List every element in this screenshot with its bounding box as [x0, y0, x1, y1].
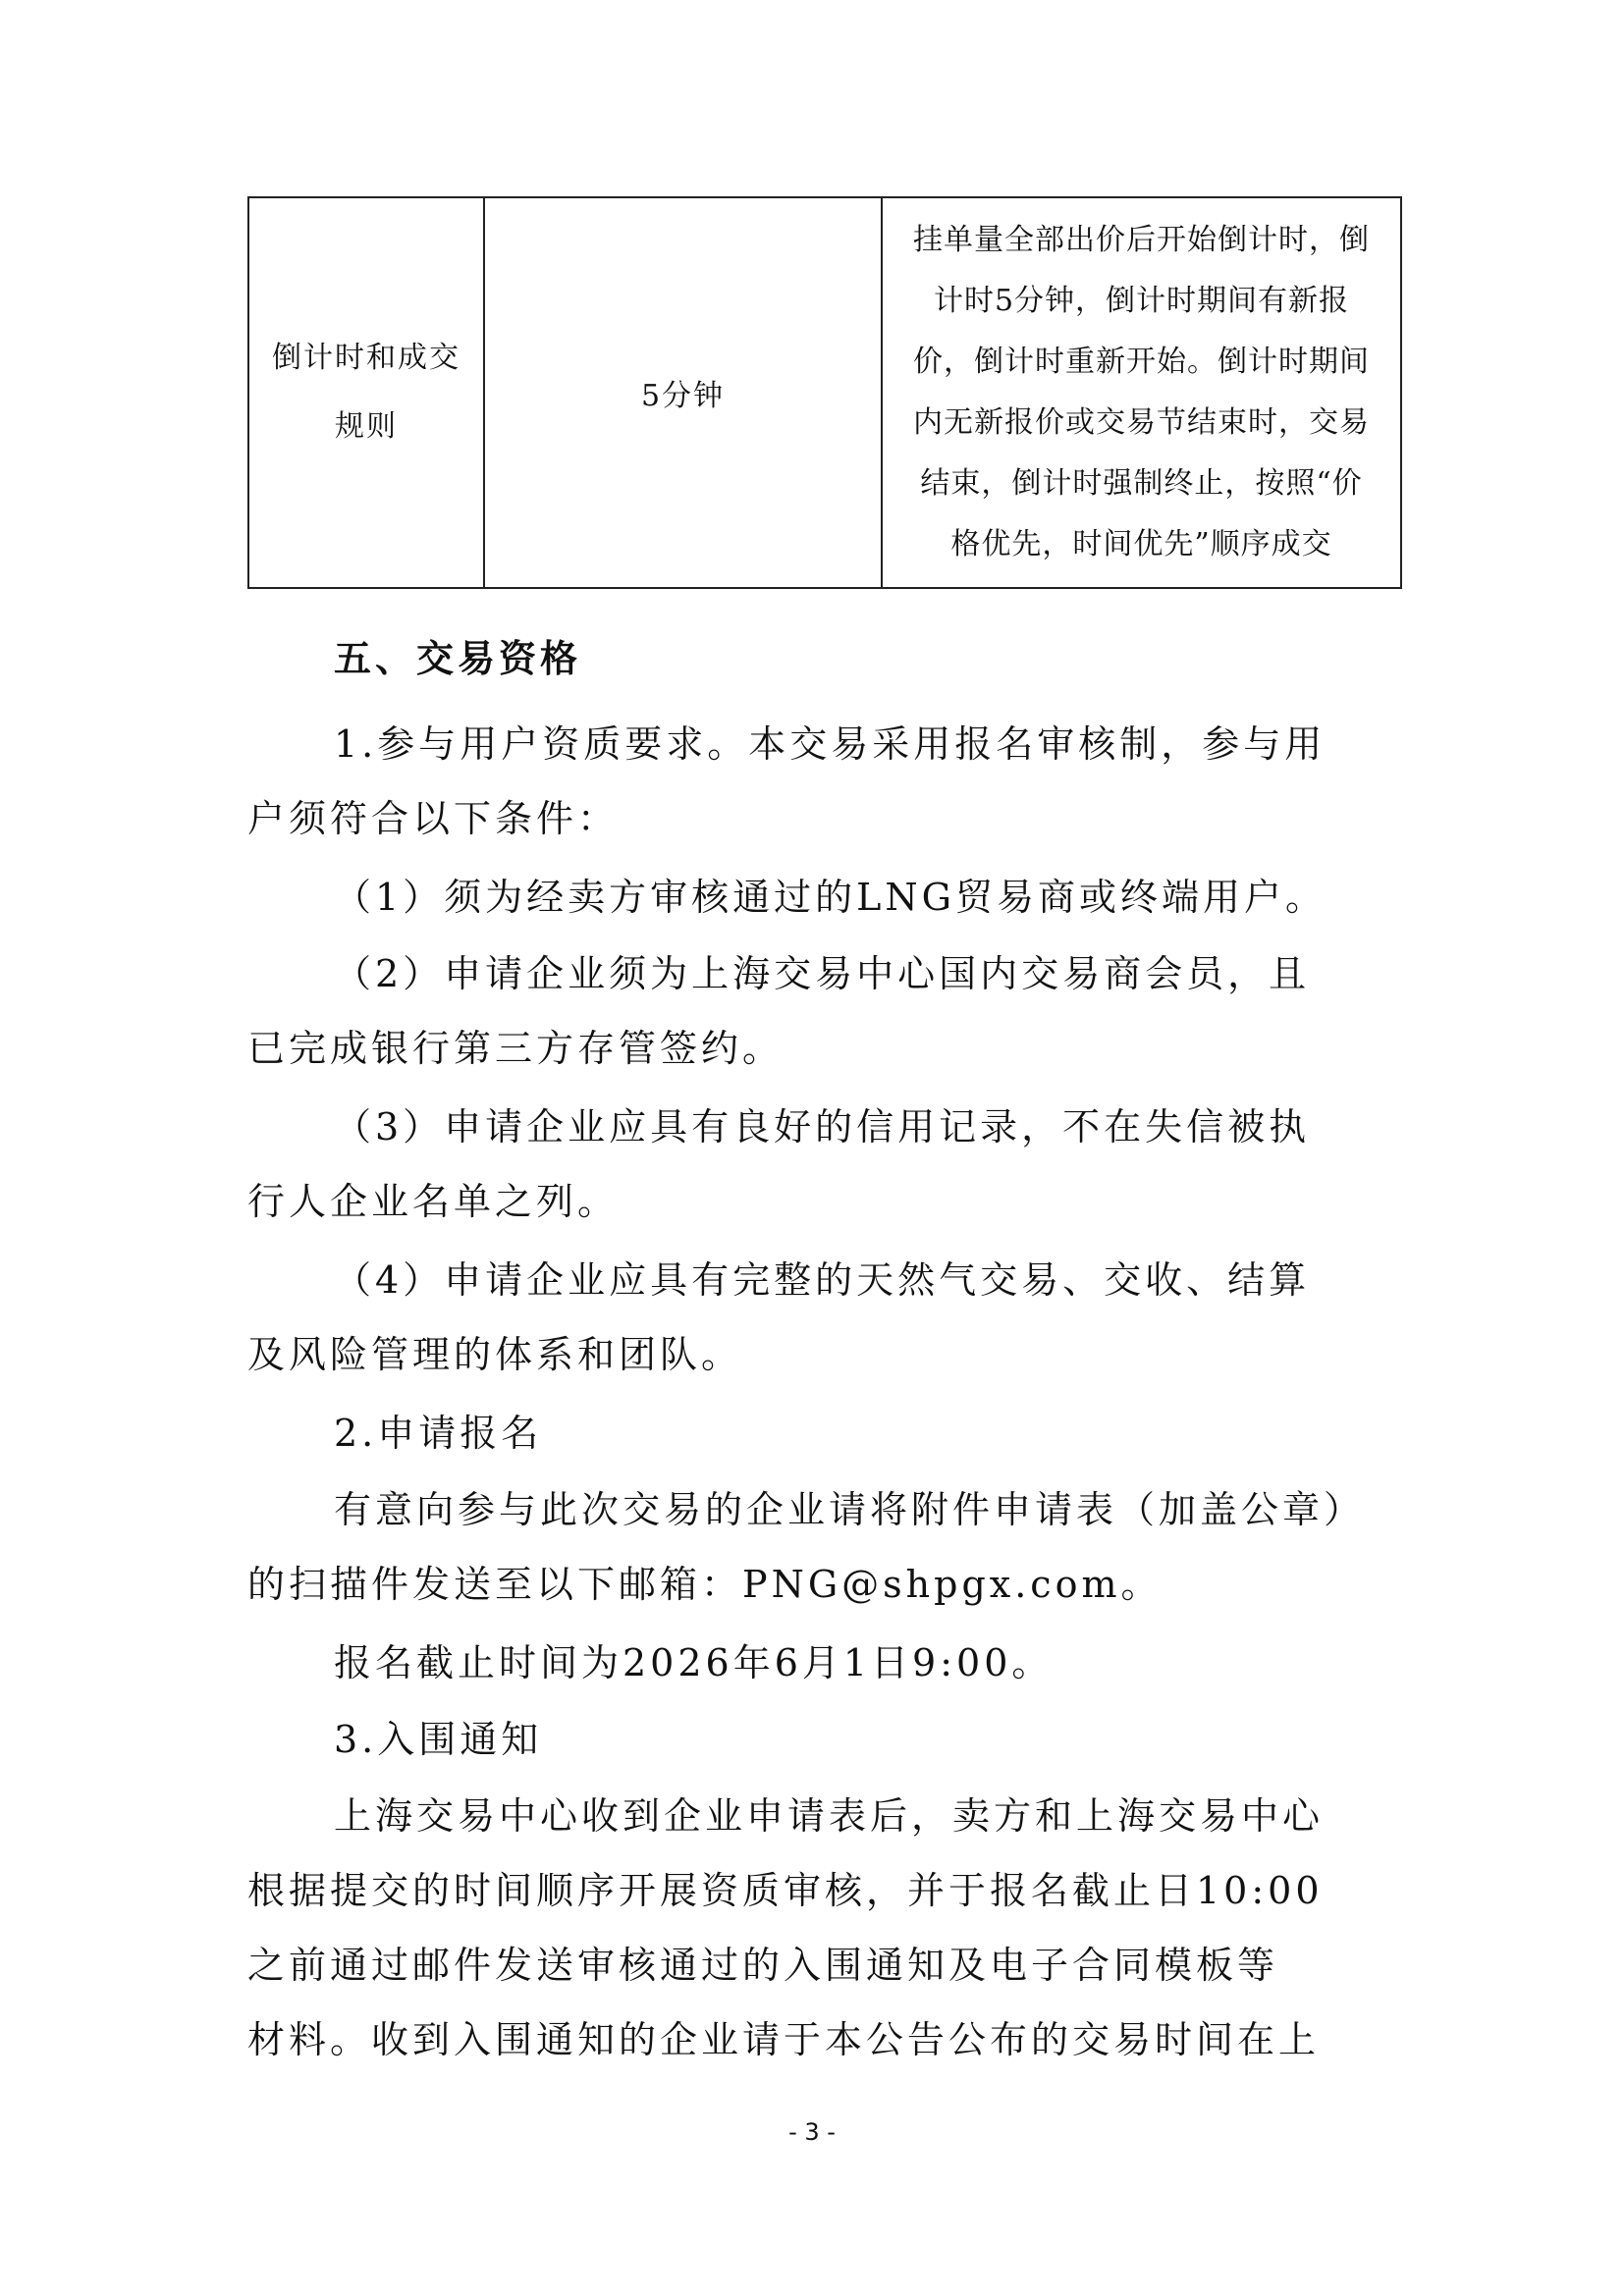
paragraph-notice	[247, 1779, 1394, 2077]
paragraph-line: 3.入围通知	[334, 1718, 543, 1761]
paragraph-line: 材料。收到入围通知的企业请于本公告公布的交易时间在上	[247, 2018, 1321, 2061]
table-row	[248, 197, 1401, 588]
section-heading: 五、交易资格	[334, 636, 582, 680]
paragraph-line: 已完成银行第三方存管签约。	[247, 1027, 785, 1070]
rule-description-line: 结束，倒计时强制终止，按照“价	[920, 466, 1363, 501]
paragraph-line: 的扫描件发送至以下邮箱：PNG@shpgx.com。	[247, 1563, 1163, 1606]
rule-description-line: 内无新报价或交易节结束时，交易	[913, 405, 1370, 440]
subheading-notice	[247, 1702, 1394, 1777]
paragraph-line: 行人企业名单之列。	[247, 1180, 620, 1223]
paragraph-line: 之前通过邮件发送审核通过的入围通知及电子合同模板等	[247, 1944, 1279, 1987]
rule-description-cell	[882, 197, 1401, 588]
rule-description-line: 挂单量全部出价后开始倒计时，倒	[913, 223, 1370, 257]
page-number: - 3 -	[788, 2118, 836, 2146]
paragraph-line: 有意向参与此次交易的企业请将附件申请表（加盖公章）	[334, 1488, 1366, 1531]
rule-name-line: 倒计时和成交	[272, 341, 460, 375]
paragraph-deadline	[247, 1626, 1394, 1700]
paragraph-line: 户须符合以下条件：	[247, 797, 620, 840]
paragraph-apply-email	[247, 1472, 1394, 1622]
rule-value-cell: 5分钟	[484, 197, 882, 588]
paragraph-condition-1	[247, 860, 1394, 934]
rule-name-line: 规则	[335, 409, 398, 444]
paragraph-line: （2）申请企业须为上海交易中心国内交易商会员，且	[334, 952, 1311, 995]
paragraph-requirements	[247, 707, 1394, 856]
rule-description-line: 格优先，时间优先”顺序成交	[950, 527, 1332, 561]
paragraph-line: 报名截止时间为2026年6月1日9:00。	[334, 1641, 1054, 1684]
paragraph-line: 1.参与用户资质要求。本交易采用报名审核制，参与用	[334, 722, 1326, 766]
paragraph-condition-3	[247, 1090, 1394, 1239]
paragraph-line: （1）须为经卖方审核通过的LNG贸易商或终端用户。	[334, 876, 1327, 919]
paragraph-line: 2.申请报名	[334, 1412, 543, 1455]
rule-description-line: 计时5分钟，倒计时期间有新报	[933, 284, 1350, 318]
rule-name-cell	[248, 197, 484, 588]
paragraph-line: 上海交易中心收到企业申请表后，卖方和上海交易中心	[334, 1794, 1325, 1838]
paragraph-condition-4	[247, 1243, 1394, 1392]
paragraph-line: 及风险管理的体系和团队。	[247, 1333, 743, 1376]
paragraph-line: （4）申请企业应具有完整的天然气交易、交收、结算	[334, 1258, 1311, 1302]
paragraph-line: （3）申请企业应具有良好的信用记录，不在失信被执	[334, 1105, 1311, 1148]
paragraph-line: 根据提交的时间顺序开展资质审核，并于报名截止日10:00	[247, 1869, 1324, 1912]
trading-rules-table	[247, 196, 1402, 589]
subheading-apply	[247, 1396, 1394, 1470]
paragraph-condition-2	[247, 936, 1394, 1086]
rule-description-line: 价，倒计时重新开始。倒计时期间	[913, 345, 1370, 379]
